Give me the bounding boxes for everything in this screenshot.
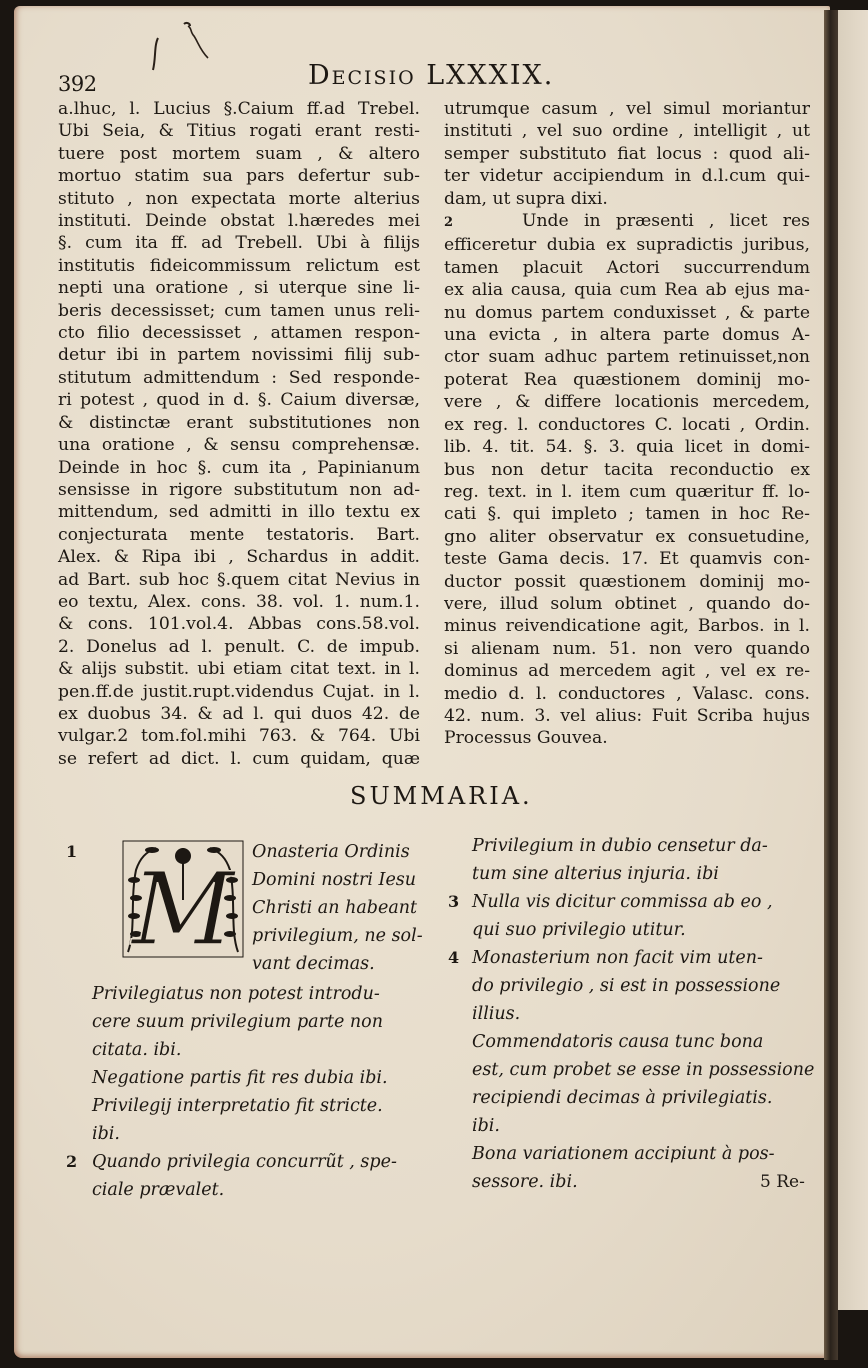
summary-line: citata. ibi. — [92, 1040, 182, 1060]
summary-line: Bona variationem accipiunt à pos- — [472, 1144, 775, 1164]
text-line: ri potest , quod in d. §. Caium diversæ, — [58, 390, 420, 411]
text-line: & alijs substit. ubi etiam citat text. in l. — [58, 659, 420, 680]
text-line: stituto , non expectata morte alterius — [58, 188, 420, 209]
text-line: & cons. 101.vol.4. Abbas cons.58.vol. — [58, 614, 420, 635]
text-line: ductor possit quæstionem dominij mo- — [444, 571, 810, 592]
summary-line: cere suum privilegium parte non — [92, 1012, 383, 1032]
summary-line: illius. — [472, 1004, 521, 1024]
text-line: instituti , vel suo ordine , intelligit , ut — [444, 121, 810, 142]
text-line: minus reivendicatione agit, Barbos. in l. — [444, 616, 810, 637]
entry-number: 4 — [448, 948, 460, 967]
text-line: medio d. l. conductores , Valasc. cons. — [444, 683, 810, 704]
summary-line: Commendatoris causa tunc bona — [472, 1032, 764, 1052]
text-line: dominus ad mercedem agit , vel ex re- — [444, 661, 810, 682]
text-line: nu domus partem conduxisset , & parte — [444, 302, 810, 323]
summary-entry — [92, 1092, 442, 1148]
text-line: una evicta , in altera parte domus A- — [444, 325, 810, 346]
paragraph-continuation — [444, 98, 810, 210]
text-line: ex duobus 34. & ad l. qui duos 42. de — [58, 703, 420, 724]
summary-line: Monasterium non facit vim uten- — [472, 948, 763, 968]
facing-page-edge — [838, 10, 868, 1310]
summary-line: recipiendi decimas à privilegiatis. — [472, 1088, 773, 1108]
summaria-left-column — [66, 838, 442, 1204]
text-line: gno aliter observatur ex consuetudine, — [444, 526, 810, 547]
paragraph-number: 2 — [444, 215, 454, 231]
text-line: Ubi Seia, & Titius rogati erant resti- — [58, 121, 420, 142]
text-line: poterat Rea quæstionem dominij mo- — [444, 369, 810, 390]
summary-entry — [92, 1064, 442, 1092]
text-line: se refert ad dict. l. cum quidam, quæ — [58, 748, 420, 769]
summary-line: ibi. — [92, 1124, 120, 1144]
text-line: semper substituto fiat locus : quod ali- — [444, 143, 810, 164]
text-line: si alienam num. 51. non vero quando — [444, 638, 810, 659]
summary-line: privilegium, ne sol- — [252, 926, 423, 946]
text-line: mittendum, sed admitti in illo textu ex — [58, 502, 420, 523]
text-line: una oratione , & sensu comprehensæ. — [58, 435, 420, 456]
summary-entry — [446, 944, 816, 1028]
text-line: reg. text. in l. item cum quæritur ff. lo- — [444, 481, 810, 502]
text-line: ctor suam adhuc partem retinuisset,non — [444, 347, 810, 368]
text-line: ad Bart. sub hoc §.quem citat Nevius in — [58, 569, 420, 590]
text-line: tamen placuit Actori succurrendum — [444, 257, 810, 278]
text-line: a.lhuc, l. Lucius §.Caium ff.ad Trebel. — [58, 99, 420, 119]
entry-number: 3 — [448, 892, 460, 911]
summary-line: Privilegiatus non potest introdu- — [92, 984, 380, 1004]
text-line: ex reg. l. conductores C. locati , Ordin. — [444, 414, 810, 435]
text-line: institutis fideicommissum relictum est — [58, 255, 420, 276]
text-line: Deinde in hoc §. cum ita , Papinianum — [58, 457, 420, 478]
right-text-column — [444, 98, 810, 750]
summary-line: ibi. — [472, 1116, 500, 1136]
summary-entry — [446, 888, 816, 944]
text-line: lib. 4. tit. 54. §. 3. quia licet in domi- — [444, 437, 810, 458]
text-line: 42. num. 3. vel alius: Fuit Scriba hujus — [444, 705, 810, 726]
text-line: tuere post mortem suam , & altero — [58, 143, 420, 164]
text-line: nepti una oratione , si uterque sine li- — [58, 278, 420, 299]
text-line: §. cum ita ff. ad Trebell. Ubi à filijs — [58, 233, 420, 254]
text-line: utrumque casum , vel simul moriantur — [444, 99, 810, 119]
summary-line: Privilegij interpretatio fit stricte. — [92, 1096, 383, 1116]
text-line: pen.ff.de justit.rupt.videndus Cujat. in l. — [58, 681, 420, 702]
text-line: eo textu, Alex. cons. 38. vol. 1. num.1. — [58, 591, 420, 612]
summaria-right-column — [446, 832, 816, 1196]
summary-line: Quando privilegia concurrũt , spe- — [92, 1152, 397, 1172]
text-line: cati §. qui impleto ; tamen in hoc Re- — [444, 504, 810, 525]
summary-entry — [446, 1028, 816, 1140]
summary-line: Nulla vis dicitur commissa ab eo , — [472, 892, 773, 912]
text-line: bus non detur tacita reconductio ex — [444, 459, 810, 480]
entry-number: 1 — [66, 842, 78, 861]
summary-line: est, cum probet se esse in possessione — [472, 1060, 815, 1080]
text-line: cto filio decessisset , attamen respon- — [58, 323, 420, 344]
summary-line: do privilegio , si est in possessione — [472, 976, 781, 996]
text-line: sensisse in rigore substitutum non ad- — [58, 479, 420, 500]
text-line: teste Gama decis. 17. Et quamvis con- — [444, 549, 810, 570]
running-title: Decisio LXXXIX. — [308, 60, 555, 91]
text-line: conjecturata mente testatoris. Bart. — [58, 524, 420, 545]
text-line: dam, ut supra dixi. — [444, 188, 608, 209]
summary-line: Negatione partis fit res dubia ibi. — [92, 1068, 388, 1088]
summary-line: Privilegium in dubio censetur da- — [472, 836, 768, 856]
summary-entry-1 — [66, 838, 442, 980]
page-header — [58, 58, 818, 98]
text-line: vere, illud solum obtinet , quando do- — [444, 593, 810, 614]
text-line: beris decessisset; cum tamen unus reli- — [58, 300, 420, 321]
summary-entry — [446, 832, 816, 888]
text-line: 2. Donelus ad l. penult. C. de impub. — [58, 636, 420, 657]
summary-line: sessore. ibi. — [472, 1172, 578, 1192]
entry-number: 2 — [66, 1152, 78, 1171]
paragraph-2-first-line: 2 Unde in præsenti , licet res — [444, 210, 810, 234]
dropcap-letter: M — [131, 851, 235, 958]
paragraph-2 — [444, 210, 810, 750]
left-text-column — [58, 98, 420, 770]
summary-line: ciale prævalet. — [92, 1180, 225, 1200]
text-line: efficeretur dubia ex supradictis juribus, — [444, 235, 810, 256]
book-gutter — [824, 10, 838, 1360]
text-line: instituti. Deinde obstat l.hæredes mei — [58, 211, 420, 232]
summary-line: qui suo privilegio utitur. — [472, 920, 686, 940]
summary-line: Domini nostri Iesu — [252, 870, 417, 890]
summary-entry — [92, 980, 442, 1064]
text-line: & distinctæ erant substitutiones non — [58, 412, 420, 433]
text-line: vere , & differe locationis mercedem, — [444, 392, 810, 413]
summary-line: vant decimas. — [252, 954, 375, 974]
page-number: 392 — [58, 72, 97, 96]
text-line: detur ibi in partem novissimi filij sub- — [58, 345, 420, 366]
summary-entry — [66, 1148, 442, 1204]
catchword: 5 Re- — [760, 1172, 805, 1192]
text-line: ex alia causa, quia cum Rea ab ejus ma- — [444, 280, 810, 301]
entry-1-text — [252, 838, 446, 978]
summary-line: Onasteria Ordinis — [252, 842, 410, 862]
summary-line: Christi an habeant — [252, 898, 418, 918]
text-line: stitutum admittendum : Sed responde- — [58, 367, 420, 388]
summary-line: tum sine alterius injuria. ibi — [472, 864, 719, 884]
text-line: Alex. & Ripa ibi , Schardus in addit. — [58, 547, 420, 568]
text-line: ter videtur accipiendum in d.l.cum qui- — [444, 166, 810, 187]
decorated-initial-m-icon — [122, 840, 244, 958]
text-line: mortuo statim sua pars defertur sub- — [58, 166, 420, 187]
text-line: vulgar.2 tom.fol.mihi 763. & 764. Ubi — [58, 726, 420, 747]
text-line: Processus Gouvea. — [444, 728, 608, 749]
summaria-heading: SUMMARIA. — [350, 782, 533, 810]
